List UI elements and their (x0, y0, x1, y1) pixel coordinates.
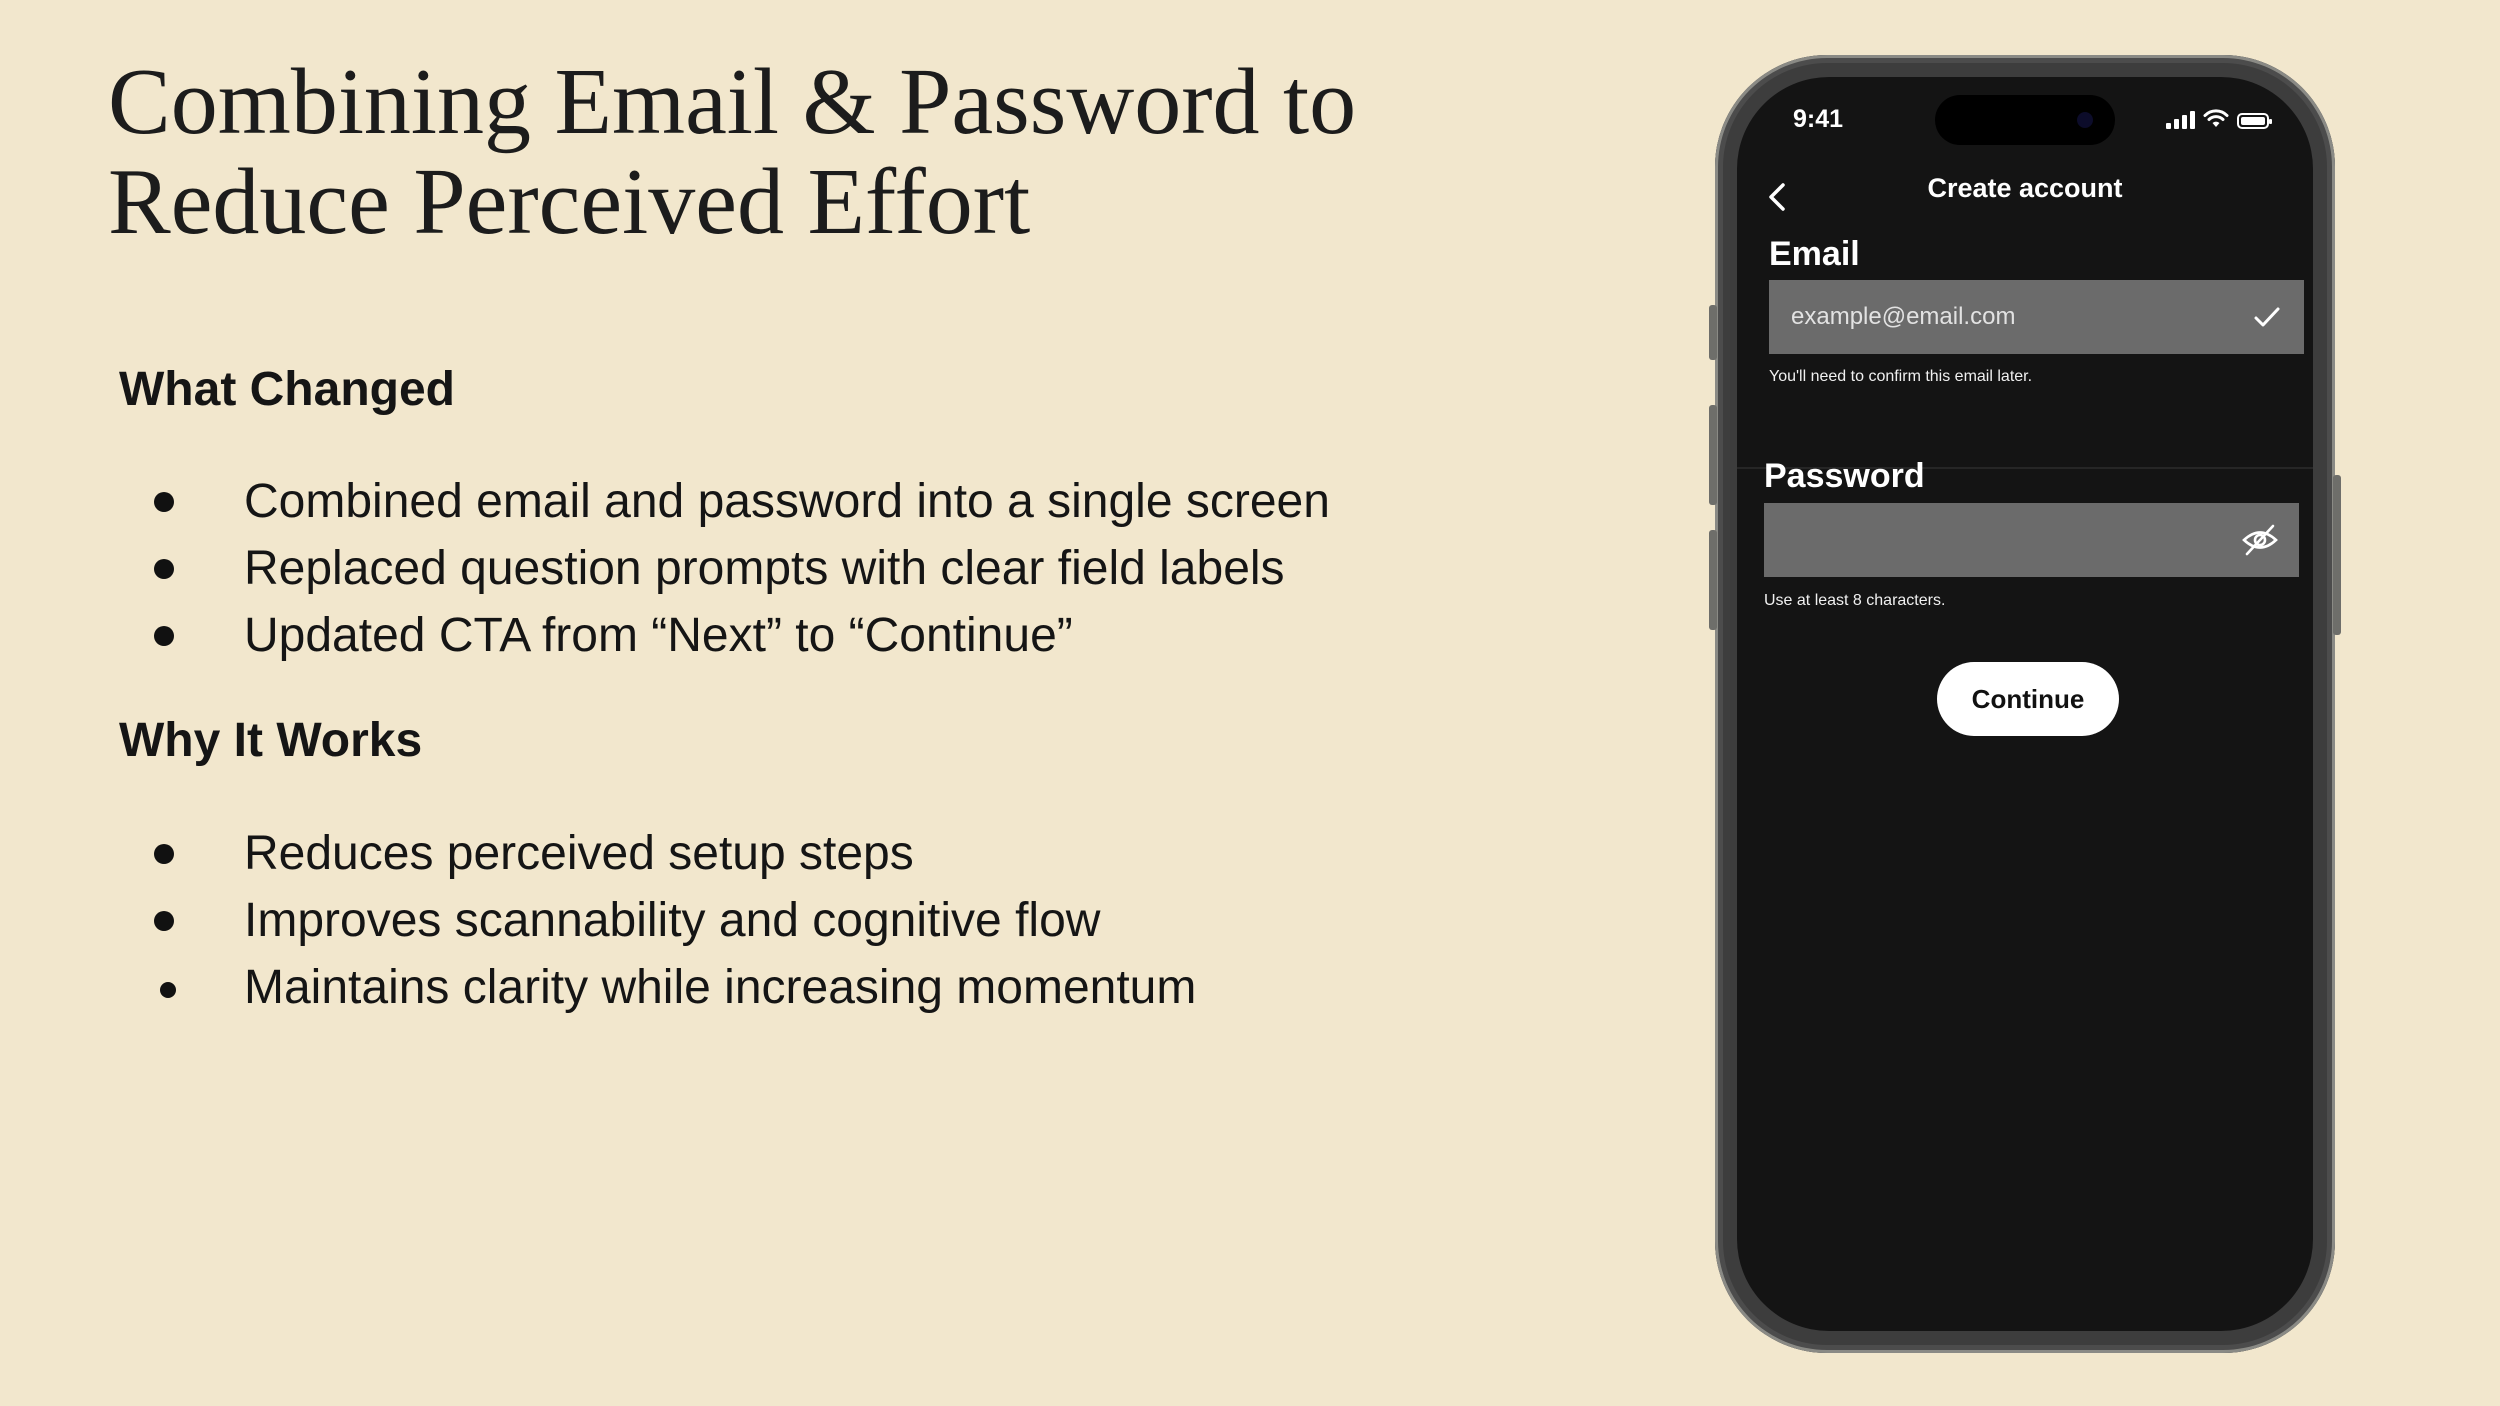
list-item (150, 887, 1196, 954)
continue-button[interactable]: Continue (1937, 662, 2119, 736)
phone-screen (1737, 77, 2313, 1331)
list-item-text: Maintains clarity while increasing momentum (244, 961, 1197, 1014)
list-item-text: Replaced question prompts with clear field labels (244, 542, 1285, 595)
bullet-icon (154, 492, 174, 512)
list-item-text: Improves scannability and cognitive flow (244, 894, 1101, 947)
eye-slash-icon[interactable] (2241, 523, 2279, 557)
list-item-text: Reduces perceived setup steps (244, 827, 914, 880)
status-icons (2166, 109, 2269, 129)
list-item (150, 602, 1330, 669)
phone-power-button (2333, 475, 2341, 635)
signal-icon (2166, 111, 2195, 129)
list-item (150, 954, 1196, 1021)
email-label: Email (1769, 235, 1860, 273)
wifi-icon (2203, 109, 2229, 129)
bullet-icon (154, 559, 174, 579)
list-item-text: Updated CTA from “Next” to “Continue” (244, 609, 1073, 662)
password-helper-text: Use at least 8 characters. (1764, 592, 1946, 609)
list-item (150, 820, 1196, 887)
camera-lens (2077, 112, 2093, 128)
list-item-text: Combined email and password into a single screen (244, 475, 1330, 528)
screen-title: Create account (1927, 173, 2123, 203)
what-changed-list (150, 468, 1330, 669)
phone-volume-down-button (1709, 530, 1717, 630)
bullet-icon (154, 911, 174, 931)
slide-title (108, 52, 1508, 252)
email-field[interactable] (1769, 280, 2304, 354)
email-value: example@email.com (1791, 303, 2016, 330)
bullet-icon (154, 844, 174, 864)
section-heading-what-changed: What Changed (119, 363, 455, 416)
password-field[interactable] (1764, 503, 2299, 577)
list-item (150, 535, 1330, 602)
phone-action-button (1709, 305, 1717, 360)
list-item (150, 468, 1330, 535)
phone-mockup (1715, 55, 2335, 1353)
checkmark-icon (2250, 300, 2284, 334)
section-heading-why-it-works: Why It Works (119, 714, 423, 767)
bullet-icon (154, 626, 174, 646)
battery-icon (2237, 113, 2269, 129)
slide-title-line-1: Combining Email & Password to (108, 50, 1357, 154)
why-it-works-list (150, 820, 1196, 1021)
password-label: Password (1764, 457, 1925, 495)
email-helper-text: You'll need to confirm this email later. (1769, 368, 2033, 385)
phone-volume-up-button (1709, 405, 1717, 505)
status-time: 9:41 (1793, 105, 1844, 133)
bullet-icon (160, 982, 176, 998)
dynamic-island (1935, 95, 2115, 145)
slide-title-line-2: Reduce Perceived Effort (108, 150, 1031, 254)
